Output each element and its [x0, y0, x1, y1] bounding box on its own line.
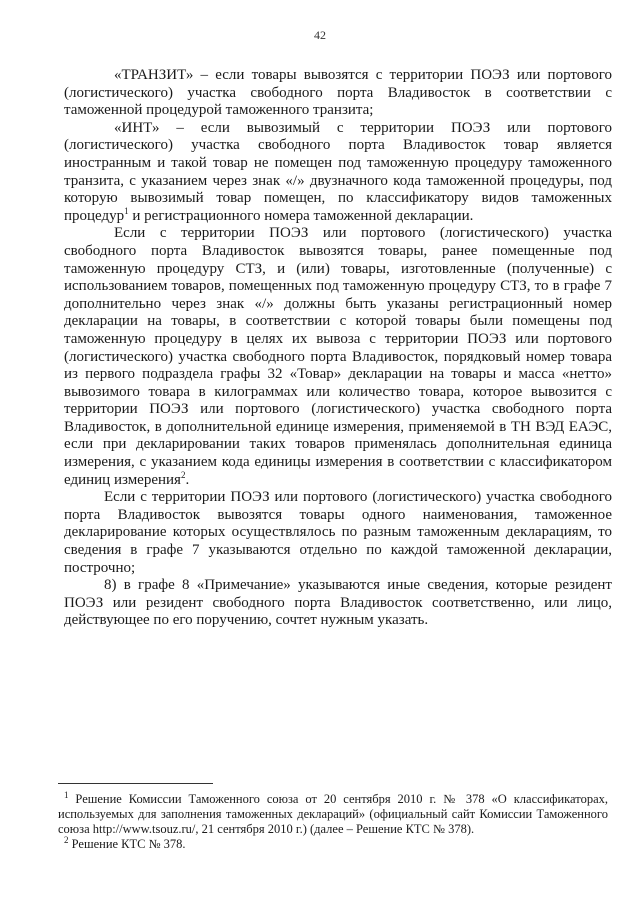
paragraph-stz — [64, 225, 612, 489]
body-text — [64, 67, 612, 630]
paragraph-stz-text: Если с территории ПОЭЗ или портового (логистического) участка свободного порта Владивосток вывозятся товары, ранее помещенные под таможенную процедуру СТЗ, и (или) товары, изготовленные (полученные) с использованием товаров, помещенных под таможенную процедуру СТЗ, то в графе 7 дополнительно через знак «/» должны быть указаны регистрационный номер декларации на товары, в соответствии с которой товары были помещены под таможенную процедуру в целях их вывоза с территории ПОЭЗ или портового (логистического) участка свободного порта Владивосток, порядковый номер товара из первого подраздела графы 32 «Товар» декларации на товары и масса «нетто» вывозимого товара в килограммах или количество товара, которое вывозится с территории ПОЭЗ или портового (логистического) участка свободного порта Владивосток, в дополнительной единице измерения, применяемой в ТН ВЭД ЕАЭС, если при декларировании таких товаров применялась дополнительная единица измерения, с указанием кода единицы измерения в соответствии с классификатором единиц измерения — [64, 225, 612, 488]
footnote-divider — [58, 783, 213, 784]
footnote-ref-2: 2 — [180, 469, 186, 480]
footnotes — [58, 789, 608, 852]
paragraph-same-name-goods: Если с территории ПОЭЗ или портового (логистического) участка свободного порта Владивосток вывозятся товары одного наименования, таможенное декларирование которых осуществлялось по разным таможенным декларациям, то сведения в графе 7 указываются отдельно по каждой таможенной декларации, построчно; — [64, 489, 612, 576]
footnote-mark-1: 1 — [64, 789, 69, 800]
footnote-2 — [58, 834, 608, 852]
footnote-mark-2: 2 — [64, 834, 69, 845]
paragraph-tranzit: «ТРАНЗИТ» – если товары вывозятся с территории ПОЭЗ или портового (логистического) участка свободного порта Владивосток в соответствии с таможенной процедурой таможенного транзита; — [64, 67, 612, 119]
paragraph-item-8: 8) в графе 8 «Примечание» указываются иные сведения, которые резидент ПОЭЗ или резидент свободного порта Владивосток соответственно, или лицо, действующее по его поручению, сочтет нужным указать. — [64, 577, 612, 629]
paragraph-stz-text-end: . — [185, 471, 190, 488]
paragraph-int — [64, 120, 612, 226]
paragraph-int-text: «ИНТ» – если вывозимый с территории ПОЭЗ или портового (логистического) участка свободного порта Владивосток товар является иностранным и такой товар не помещен под таможенную процедуру таможенного транзита, с указанием через знак «/» двузначного кода таможенной процедуры, под которую вывозимый товар помещен, по классификатору видов таможенных процедур — [64, 119, 612, 224]
footnote-2-text: Решение КТС № 378. — [68, 837, 186, 851]
page-number: 42 — [314, 28, 326, 42]
paragraph-int-text-end: и регистрационного номера таможенной декларации. — [128, 207, 474, 224]
footnote-ref-1: 1 — [124, 205, 129, 216]
footnote-1-text: Решение Комиссии Таможенного союза от 20 сентября 2010 г. № 378 «О классификаторах, используемых для заполнения таможенных деклараций» (официальный сайт Комиссии Таможенного союза http://www.tsouz.ru/, 21 сентября 2010 г.) (далее – Решение КТС № 378). — [58, 792, 608, 836]
footnote-1 — [58, 789, 608, 837]
